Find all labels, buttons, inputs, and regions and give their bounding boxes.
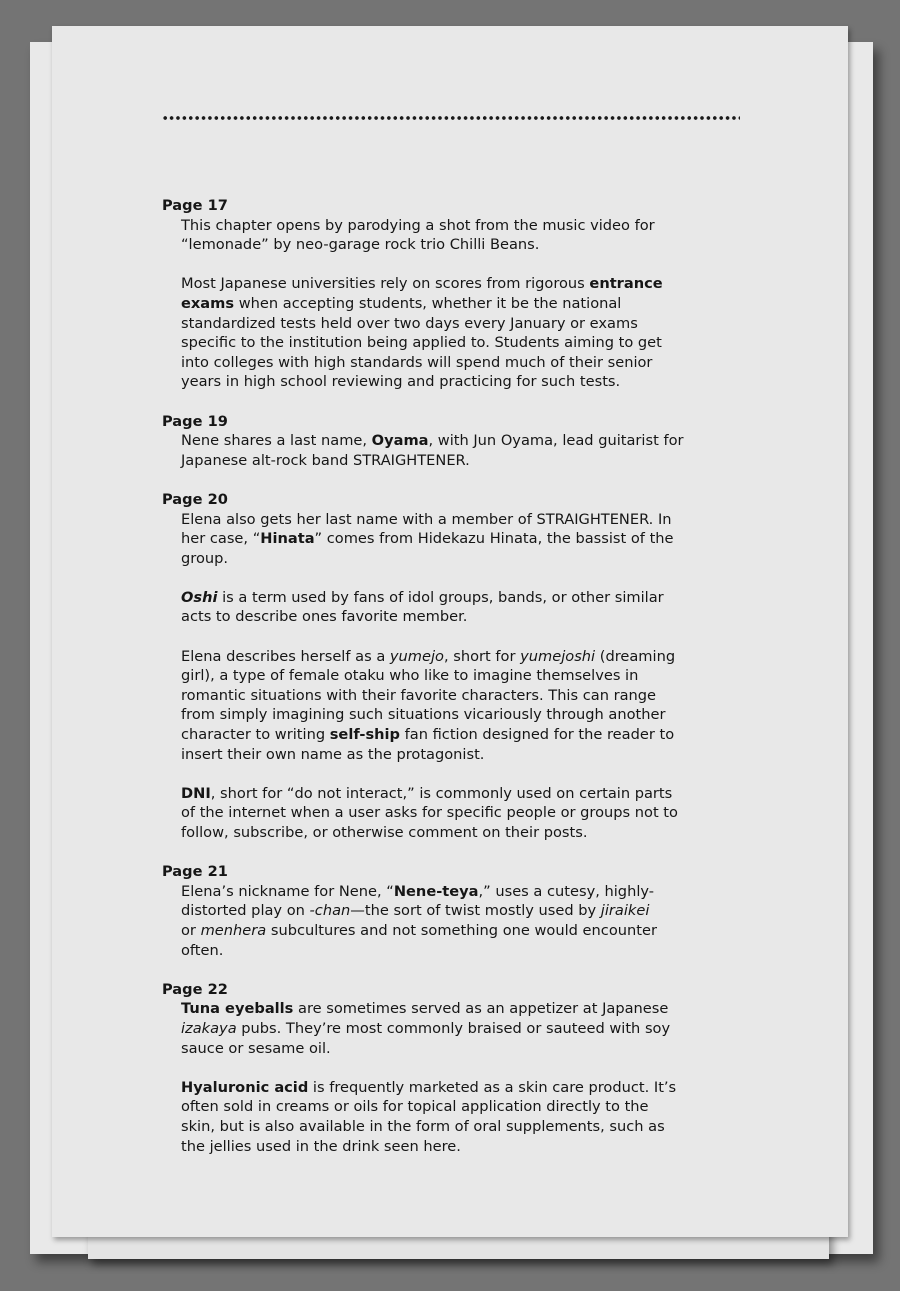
bold-term: entrance: [589, 275, 663, 293]
text-line: [181, 1019, 762, 1039]
text-line: [181, 372, 762, 392]
text-run: Japanese alt-rock band STRAIGHTENER.: [181, 451, 470, 469]
text-line: [181, 823, 762, 843]
bold-term: Oyama: [371, 432, 429, 450]
text-line: [181, 314, 762, 334]
text-line: [181, 901, 762, 921]
note-paragraph: [162, 999, 762, 1058]
bold-term: self-ship: [329, 726, 400, 744]
text-line: [181, 529, 762, 549]
text-line: [181, 1078, 762, 1098]
text-run: (dreaming: [595, 647, 676, 665]
text-run: acts to describe ones favorite member.: [181, 608, 468, 626]
text-run: girl), a type of female otaku who like to imagine themselves in: [181, 667, 639, 685]
spacer: [162, 255, 762, 275]
text-run: character to writing: [181, 726, 330, 744]
emphasis-term: menhera: [200, 921, 267, 939]
text-line: [181, 1039, 762, 1059]
text-run: from simply imagining such situations vicariously through another: [181, 706, 666, 724]
text-line: [181, 549, 762, 569]
text-run: standardized tests held over two days every January or exams: [181, 314, 638, 332]
text-run: sauce or sesame oil.: [181, 1039, 331, 1057]
note-section: [162, 196, 762, 392]
note-section: [162, 412, 762, 471]
dotted-divider: [162, 115, 740, 121]
note-paragraph: [162, 510, 762, 569]
emphasis-term: yumejoshi: [520, 647, 596, 665]
text-run: , with Jun Oyama, lead guitarist for: [428, 432, 684, 450]
text-run: subcultures and not something one would encounter: [266, 921, 657, 939]
spacer: [162, 627, 762, 647]
note-paragraph: [162, 274, 762, 392]
note-paragraph: [162, 784, 762, 843]
text-run: fan fiction designed for the reader to: [400, 726, 675, 744]
text-line: [181, 1097, 762, 1117]
bold-term: Tuna eyeballs: [181, 1000, 294, 1018]
note-section: [162, 490, 762, 843]
text-run: into colleges with high standards will spend much of their senior: [181, 353, 653, 371]
note-paragraph: [162, 647, 762, 765]
text-run: ” comes from Hidekazu Hinata, the bassist of the: [314, 530, 674, 548]
text-run: is a term used by fans of idol groups, bands, or other similar: [217, 588, 664, 606]
text-line: [181, 725, 762, 745]
emphasis-term: Oshi: [181, 588, 218, 606]
text-line: [181, 353, 762, 373]
text-run: distorted play on: [181, 902, 310, 920]
note-paragraph: [162, 431, 762, 470]
spacer: [162, 960, 762, 980]
text-line: [181, 686, 762, 706]
text-line: [181, 803, 762, 823]
text-run: follow, subscribe, or otherwise comment on their posts.: [181, 824, 588, 841]
spacer: [162, 392, 762, 412]
text-line: [181, 216, 762, 236]
note-paragraph: [162, 1078, 762, 1156]
text-line: [181, 666, 762, 686]
text-run: the jellies used in the drink seen here.: [181, 1137, 461, 1155]
text-line: [181, 294, 762, 314]
section-heading: Page 19: [162, 412, 228, 430]
text-line: [181, 431, 762, 451]
text-run: romantic situations with their favorite characters. This can range: [181, 686, 657, 704]
text-run: of the internet when a user asks for specific people or groups not to: [181, 804, 678, 822]
note-paragraph: [162, 882, 762, 960]
text-run: , short for: [443, 647, 521, 665]
text-run: insert their own name as the protagonist.: [181, 745, 485, 763]
bold-term: Hyaluronic acid: [181, 1078, 309, 1096]
note-section: [162, 862, 762, 960]
text-run: Nene shares a last name,: [181, 432, 372, 450]
text-line: [181, 333, 762, 353]
text-run: Most Japanese universities rely on scores from rigorous: [181, 275, 590, 293]
text-run: her case, “: [181, 530, 261, 548]
section-heading: Page 17: [162, 197, 228, 214]
text-line: [181, 607, 762, 627]
text-line: [181, 921, 762, 941]
text-run: Elena also gets her last name with a member of STRAIGHTENER. In: [181, 510, 672, 528]
text-line: [181, 1117, 762, 1137]
spacer: [162, 470, 762, 490]
text-line: [181, 1137, 762, 1157]
text-line: [181, 647, 762, 667]
emphasis-term: -chan: [309, 902, 351, 920]
bold-term: exams: [181, 294, 235, 312]
text-run: group.: [181, 549, 229, 567]
text-run: years in high school reviewing and practicing for such tests.: [181, 373, 621, 391]
text-line: [181, 274, 762, 294]
text-run: , short for “do not interact,” is commonly used on certain parts: [210, 784, 673, 802]
text-line: [181, 941, 762, 961]
text-run: Elena describes herself as a: [181, 647, 390, 665]
text-run: often sold in creams or oils for topical application directly to the: [181, 1098, 649, 1116]
text-line: [181, 784, 762, 804]
text-run: are sometimes served as an appetizer at Japanese: [293, 1000, 669, 1018]
bold-term: Nene-teya: [393, 882, 479, 900]
text-run: skin, but is also available in the form of oral supplements, such as: [181, 1117, 665, 1135]
text-line: [181, 745, 762, 765]
section-heading: Page 20: [162, 490, 228, 508]
note-section: [162, 980, 762, 1156]
text-run: Elena’s nickname for Nene, “: [181, 882, 394, 900]
spacer: [162, 843, 762, 863]
text-run: is frequently marketed as a skin care product. It’s: [308, 1078, 677, 1096]
emphasis-term: izakaya: [181, 1019, 237, 1037]
text-run: —the sort of twist mostly used by: [350, 902, 601, 920]
note-paragraph: [162, 216, 762, 255]
text-line: [181, 235, 762, 255]
text-line: [181, 451, 762, 471]
text-run: pubs. They’re most commonly braised or sauteed with soy: [236, 1019, 671, 1037]
text-run: “lemonade” by neo-garage rock trio Chilli Beans.: [181, 236, 540, 254]
text-run: often.: [181, 941, 224, 959]
note-paragraph: [162, 588, 762, 627]
notes-content: [162, 196, 762, 1156]
text-run: when accepting students, whether it be the national: [234, 294, 622, 312]
section-heading: Page 21: [162, 863, 228, 881]
bold-term: Hinata: [260, 530, 315, 548]
text-run: ,” uses a cutesy, highly-: [478, 882, 655, 900]
text-line: [181, 999, 762, 1019]
spacer: [162, 1058, 762, 1078]
section-heading: Page 22: [162, 980, 228, 998]
text-line: [181, 510, 762, 530]
spacer: [162, 568, 762, 588]
text-run: This chapter opens by parodying a shot from the music video for: [181, 216, 655, 234]
text-line: [181, 882, 762, 902]
emphasis-term: jiraikei: [600, 902, 650, 920]
text-run: specific to the institution being applied to. Students aiming to get: [181, 334, 662, 352]
spacer: [162, 764, 762, 784]
text-line: [181, 705, 762, 725]
text-run: or: [181, 921, 201, 939]
emphasis-term: yumejo: [389, 647, 444, 665]
bold-term: DNI: [181, 784, 211, 802]
text-line: [181, 588, 762, 608]
